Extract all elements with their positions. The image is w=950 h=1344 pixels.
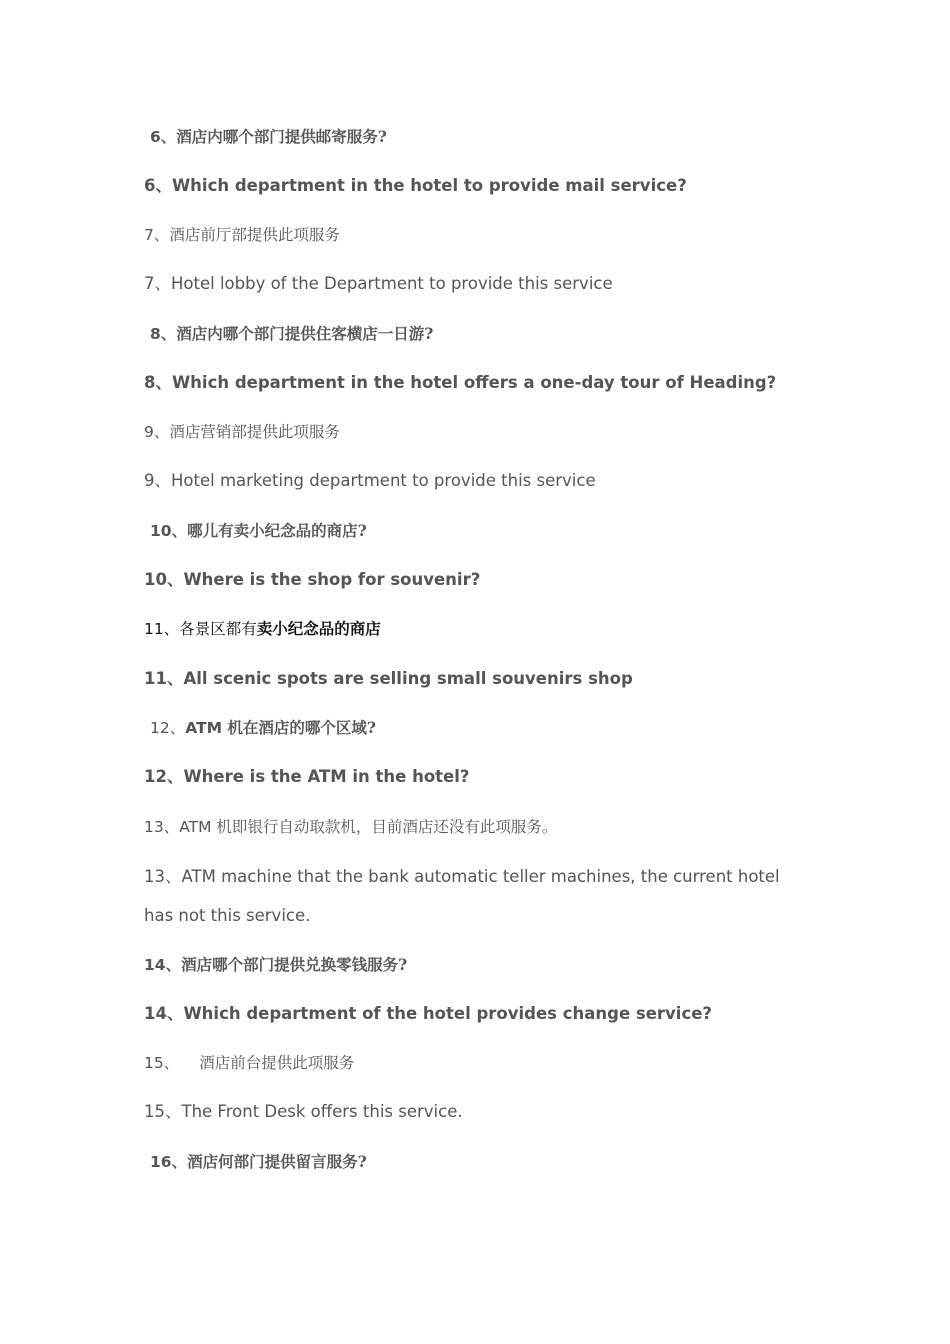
question-8-zh <box>150 323 433 345</box>
item-text: 机在酒店的哪个区域? <box>222 718 377 737</box>
item-text: Hotel marketing department to provide this service <box>171 471 596 490</box>
question-10-en <box>144 569 480 591</box>
item-text: Where is the ATM in the hotel? <box>183 767 470 786</box>
question-14-en <box>144 1003 712 1025</box>
item-text: ATM machine that the bank automatic teller machines, the current hotel has not this service. <box>144 867 780 925</box>
item-number: 11、 <box>144 620 180 638</box>
item-number: 8、 <box>144 373 172 392</box>
item-number: 9、 <box>144 471 171 490</box>
item-number: 7、 <box>144 274 171 293</box>
item-text-bold: 卖小纪念品的商店 <box>256 619 381 638</box>
question-16-zh <box>150 1151 367 1173</box>
question-12-zh <box>150 717 376 739</box>
item-text: Which department in the hotel offers a one-day tour of Heading? <box>171 373 777 392</box>
item-text: All scenic spots are selling small souvenirs shop <box>183 669 633 688</box>
item-text: Where is the shop for souvenir? <box>183 570 481 589</box>
question-12-en <box>144 766 469 788</box>
answer-15-en <box>144 1101 463 1123</box>
item-text: 酒店营销部提供此项服务 <box>169 423 340 441</box>
item-number: 12、 <box>144 767 184 786</box>
answer-7-en <box>144 273 613 295</box>
question-8-en <box>144 372 776 394</box>
item-text: 酒店前厅部提供此项服务 <box>169 226 340 244</box>
item-number: 15、 <box>144 1102 182 1121</box>
item-text: Hotel lobby of the Department to provide this service <box>171 274 613 293</box>
answer-7-zh <box>144 224 340 246</box>
item-number: 10、 <box>150 522 188 540</box>
answer-11-zh <box>144 618 381 640</box>
item-text-atm: ATM <box>185 719 223 737</box>
item-text: 酒店何部门提供留言服务? <box>187 1152 367 1171</box>
question-6-zh <box>150 126 387 148</box>
item-text: 各景区都有 <box>179 620 257 638</box>
item-number: 16、 <box>150 1153 188 1171</box>
item-text: 酒店内哪个部门提供邮寄服务? <box>176 127 387 146</box>
item-number: 11、 <box>144 669 184 688</box>
question-6-en <box>144 175 687 197</box>
item-number: 12、 <box>150 719 186 737</box>
answer-13-zh <box>144 816 557 838</box>
item-text: The Front Desk offers this service. <box>181 1102 463 1121</box>
item-number: 13、 <box>144 818 180 836</box>
answer-9-zh <box>144 421 340 443</box>
item-text: 酒店哪个部门提供兑换零钱服务? <box>181 955 408 974</box>
item-number: 6、 <box>150 128 177 146</box>
item-number: 8、 <box>150 325 177 343</box>
item-number: 14、 <box>144 956 182 974</box>
item-number: 14、 <box>144 1004 184 1023</box>
item-text: 酒店前台提供此项服务 <box>199 1054 355 1072</box>
item-number: 9、 <box>144 423 170 441</box>
answer-11-en <box>144 668 633 690</box>
item-number: 10、 <box>144 570 184 589</box>
answer-13-en <box>144 857 804 935</box>
answer-9-en <box>144 470 596 492</box>
answer-15-zh <box>144 1052 354 1074</box>
item-text: Which department in the hotel to provide mail service? <box>171 176 687 195</box>
item-text: Which department of the hotel provides change service? <box>183 1004 712 1023</box>
item-number: 7、 <box>144 226 170 244</box>
question-14-zh <box>144 954 407 976</box>
item-text-atm: ATM <box>179 818 212 836</box>
item-number: 6、 <box>144 176 172 195</box>
item-number: 15、 <box>144 1054 180 1072</box>
item-text: 机即银行自动取款机，目前酒店还没有此项服务。 <box>211 818 558 836</box>
question-10-zh <box>150 520 367 542</box>
item-number: 13、 <box>144 867 182 886</box>
item-text: 哪儿有卖小纪念品的商店? <box>187 521 367 540</box>
item-text: 酒店内哪个部门提供住客横店一日游? <box>176 324 434 343</box>
